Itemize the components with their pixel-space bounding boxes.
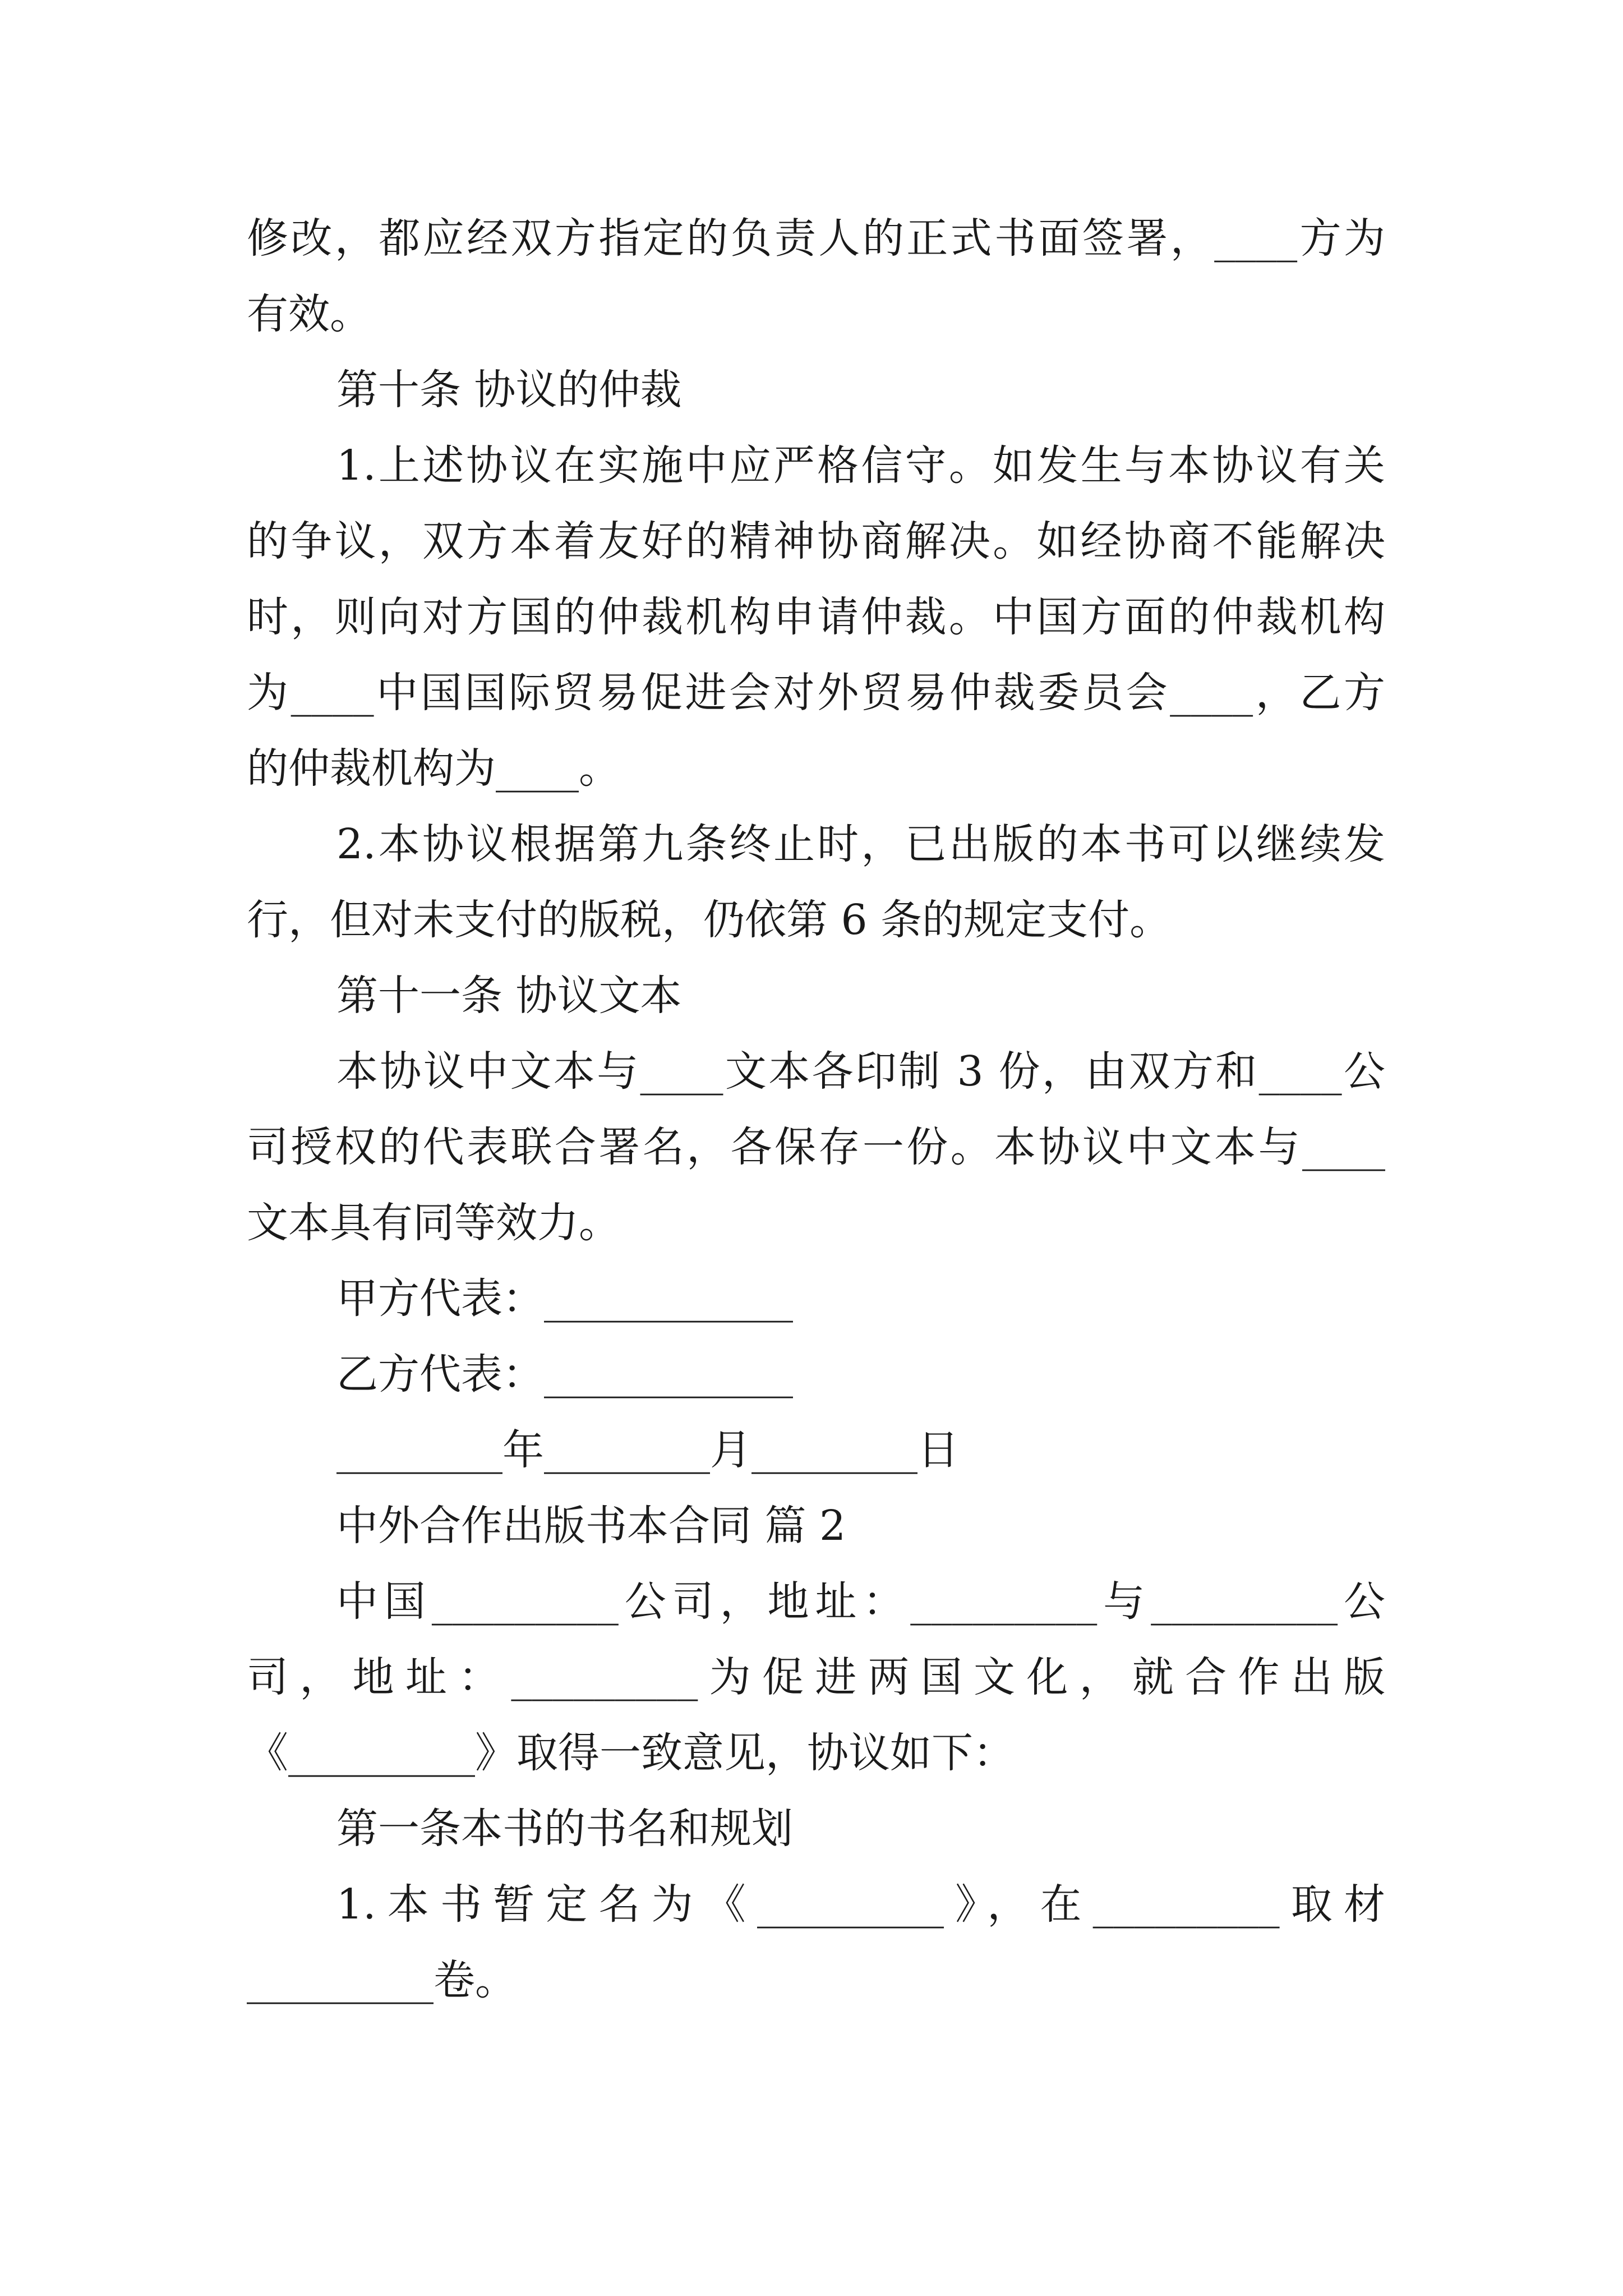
paragraph-line: 1.上述协议在实施中应严格信守。如发生与本协议有关 xyxy=(336,441,1385,490)
paragraph-line: 1.本书暂定名为《_________》，在_________取材 xyxy=(336,1880,1385,1929)
document-title: 中外合作出版书本合同 篇 2 xyxy=(336,1502,846,1550)
section-heading: 第一条本书的书名和规划 xyxy=(336,1805,793,1853)
paragraph-line: 2.本协议根据第九条终止时，已出版的本书可以继续发 xyxy=(336,820,1385,868)
paragraph-line: 行，但对未支付的版税，仍依第 6 条的规定支付。 xyxy=(247,896,1172,944)
paragraph-line: 有效。 xyxy=(247,290,371,338)
signature-line-party-b: 乙方代表：____________ xyxy=(336,1350,793,1398)
paragraph-line: 司授权的代表联合署名，各保存一份。本协议中文本与____ xyxy=(247,1123,1385,1171)
date-line: ________年________月________日 xyxy=(336,1426,959,1474)
paragraph-line: _________卷。 xyxy=(247,1956,517,2004)
paragraph-line: 文本具有同等效力。 xyxy=(247,1199,620,1247)
section-heading: 第十一条 协议文本 xyxy=(336,972,682,1020)
paragraph-line: 的仲裁机构为____。 xyxy=(247,744,620,793)
paragraph-line: 中国_________公司，地址：_________与_________公 xyxy=(336,1577,1385,1626)
paragraph-line: 《_________》取得一致意见，协议如下： xyxy=(247,1729,1015,1777)
paragraph-line: 本协议中文本与____文本各印制 3 份，由双方和____公 xyxy=(336,1047,1385,1096)
paragraph-line: 时，则向对方国的仲裁机构申请仲裁。中国方面的仲裁机构 xyxy=(247,593,1385,641)
paragraph-line: 司，地址：_________为促进两国文化，就合作出版 xyxy=(247,1653,1385,1701)
signature-line-party-a: 甲方代表：____________ xyxy=(336,1274,793,1323)
paragraph-line: 的争议，双方本着友好的精神协商解决。如经协商不能解决 xyxy=(247,517,1385,565)
paragraph-line: 修改，都应经双方指定的负责人的正式书面签署，____方为 xyxy=(247,214,1385,263)
section-heading: 第十条 协议的仲裁 xyxy=(336,366,682,414)
paragraph-line: 为____中国国际贸易促进会对外贸易仲裁委员会____，乙方 xyxy=(247,669,1385,717)
